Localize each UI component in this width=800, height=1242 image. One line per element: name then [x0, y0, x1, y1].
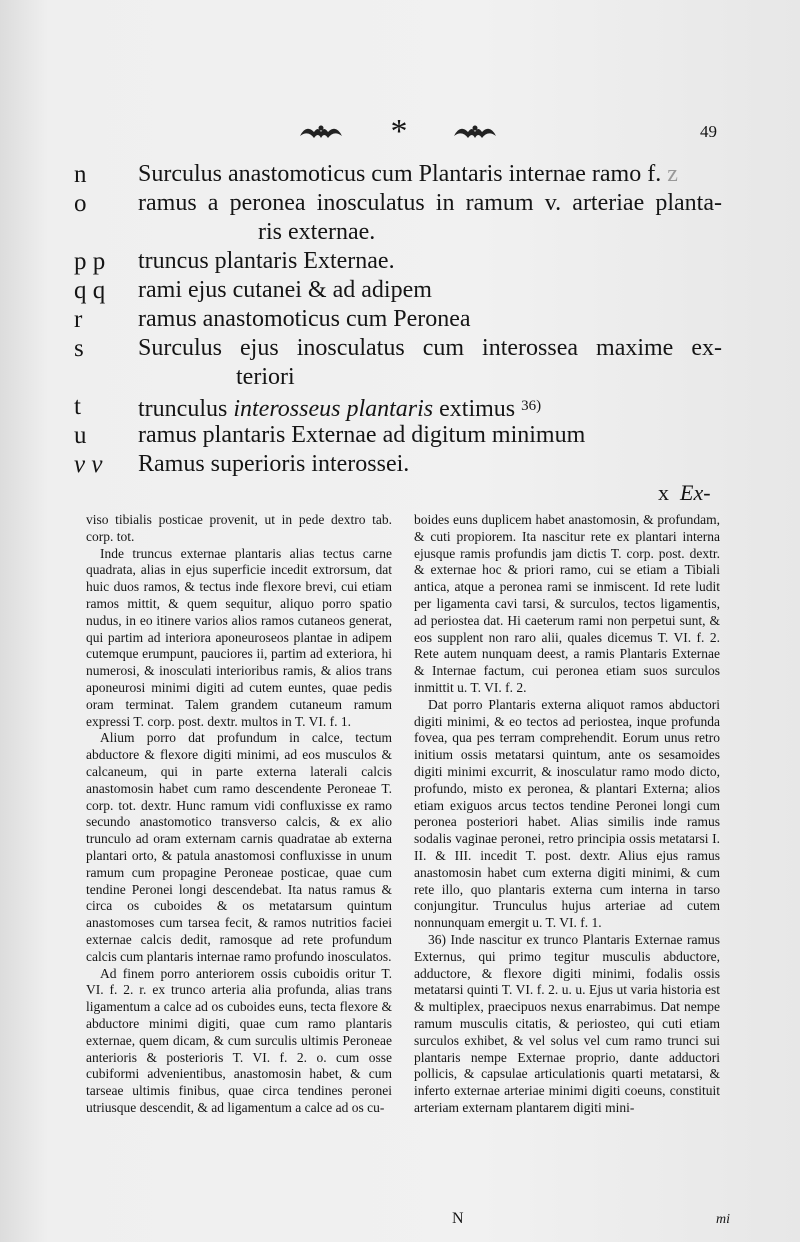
text-column-right — [414, 512, 720, 1117]
legend-row-o — [0, 189, 800, 218]
legend-text: Surculus ejus inosculatus cum interossea maxime ex- — [138, 335, 722, 361]
footnote-ref: 36) — [521, 398, 542, 414]
figure-legend — [0, 160, 800, 479]
paragraph: Dat porro Plantaris externa aliquot ramos abductori digiti minimi, & eo tectos ad periostea, inque profunda fovea, qua pes terram comprehendit. Eorum unus retro initium ossis metatarsi quintum, ante os sesamoides digiti minimi excurrit, & inosculatur ramo modo dicto, profundo, misto ex peronea, & plantari Externa; alios etiam exiguos arcus tectos tendine Peronei longi cum peronea posteriori habet. Alias similis inde ramus sodalis vaginae peronei, retro principia ossis metatarsi I. II. & III. incedit T. post. dextr. Alius ejus ramus anastomosin habet cum externa digiti minimi, & cum rete illo, quo plantaris externa cum interna in tarso conjungitur. Trunculus hujus arteriae ad cutem nonnunquam emergit u. T. VI. f. 1. — [414, 696, 720, 931]
legend-row-vv — [0, 450, 800, 479]
legend-text: truncus plantaris Externae. — [138, 248, 395, 274]
legend-key: s — [74, 335, 84, 362]
legend-text: ramus anastomoticus cum Peronea — [138, 306, 471, 332]
paragraph: boides euns duplicem habet anastomosin, & profundam, & cuti propiorem. Ita nascitur rete ex plantari interna ejusque ramis profundis jam dictis T. corp. post. dextr. & externae hoc & priori ramo, cui se etiam a Tibiali antica, atque a peronea rami se inmiscent. Id rete ludit per ligamenta cavi tarsi, & surculos, tectos ligamentis, ad periostea dat. Hi caeterum rami non perpetui sunt, & eos supplent non raro alii, quales dicemus T. VI. f. 2. Rete autem nunquam deest, a ramis Plantaris Externae & Internae factum, cui peronea etiam suos surculos inmittit u. T. VI. f. 2. — [414, 512, 720, 695]
legend-row-n — [0, 160, 800, 189]
catchword-legend: x Ex- — [658, 480, 711, 505]
paragraph: Alium porro dat profundum in calce, tectum abductore & flexore digiti minimi, ad eos musculos & calcaneum, qui in parte externa laterali calcis anastomosin habet cum ramo descendente Peroneae T. corp. tot. dextr. Hunc ramum vidi confluxisse ex ramo secundo anastomotico transverso calcis, & ex alio trunculo ad oram externam carnis quadratae ab externa plantari orto, & patula anastomosi confluxisse in unum ramum cum propagine Peroneae posticae, quae cum tendine Peronei longi descendebat. Ita natus ramus & circa os cuboides & os metatarsum quintum anastomoses cum tarsea fecit, & ramos nutritios faciei externae calcis dedit, ramosque ad rete profundum calcis cum plantaris internae ramo profundo inosculatos. — [86, 730, 392, 964]
fleuron-right-icon — [452, 122, 498, 142]
legend-text: ramus a peronea inosculatus in ramum v. arteriae planta- — [138, 190, 722, 216]
legend-text: rami ejus cutanei & ad adipem — [138, 277, 432, 303]
legend-row-t — [0, 392, 800, 421]
legend-key: n — [74, 161, 87, 188]
legend-key: t — [74, 393, 81, 420]
catchword-footer: mi — [716, 1212, 730, 1227]
legend-key: r — [74, 306, 83, 333]
legend-row-r — [0, 305, 800, 334]
signature-mark: N — [452, 1210, 464, 1227]
page-number: 49 — [700, 122, 717, 141]
legend-text: ramus plantaris Externae ad digitum minimum — [138, 422, 586, 448]
legend-key: p p — [74, 248, 106, 275]
header-star: * — [390, 113, 408, 150]
legend-text-continued: ris externae. — [258, 219, 376, 245]
legend-text-continued: teriori — [236, 364, 295, 390]
paragraph: Ad finem porro anteriorem ossis cuboidis oritur T. VI. f. 2. r. ex trunco arteria alia profunda, alias trans ligamentum a calce ad os cuboides euns, tecta flexore & abductore minimi digiti, quae cum ramo plantaris externae, quem dicam, & cum surculis ultimis Peroneae anterioris & posterioris T. VI. f. 2. o. cum osse cubiformi advenientibus, anastomosin habet, & cum tarseae ultimis finibus, quae circa tendines peronei utriusque descendit, & ad ligamentum a calce ad os cu- — [86, 965, 392, 1115]
legend-text: Surculus anastomoticus cum Plantaris internae ramo f. z — [138, 161, 678, 187]
paragraph: Inde truncus externae plantaris alias tectus carne quadrata, alias in ejus superficie incedit extrorsum, dat huic duos ramos, & tectus inde flexore brevi, cui etiam ramos mittit, & quem sequitur, aliquo porro spatio nudus, in eo itinere varios alios ramos cutaneos generat, qui partim ad interiora aponeuroseos plantae in adipem cutemque erumpunt, pauciores ii, partim ad exteriora, hi numerosi, & inosculati interioribus ramis, & alios trans aponeurosi minimi digiti ad cutem euntes, quae pedis oram terminat. Talem grandem cutaneum ramum expressi T. corp. post. dextr. multos in T. VI. f. 1. — [86, 545, 392, 729]
legend-key: o — [74, 190, 87, 217]
legend-text: Ramus superioris interossei. — [138, 451, 410, 477]
legend-key: q q — [74, 277, 106, 304]
legend-row-s-cont — [0, 363, 800, 392]
legend-row-o-cont — [0, 218, 800, 247]
legend-row-u — [0, 421, 800, 450]
legend-row-qq — [0, 276, 800, 305]
legend-text: trunculus interosseus plantaris extimus $^{36)}$ — [138, 396, 542, 422]
paragraph: 36) Inde nascitur ex trunco Plantaris Externae ramus Externus, qui primo tegitur musculis abductore, adductore, & flexore digiti minimi, fodalis ossis metatarsi quinti T. VI. f. 2. u. u. Ejus ut varia historia est & multiplex, praecipuos nexus enarrabimus. Dat nempe ramum musculis citatis, & periosteo, qui cuti etiam surculos exhibet, & vel solus vel cum ramo trunci sui plantaris nempe Externae proprio, dante adductori pollicis, & capsulae articulationis quarti metatarsi, & inferto externae arteriae minimi digiti coeuns, constituit arteriam externam plantarem digiti mini- — [414, 931, 720, 1115]
fleuron-left-icon — [298, 122, 344, 142]
page-header — [0, 113, 800, 152]
legend-row-pp — [0, 247, 800, 276]
text-column-left — [86, 512, 392, 1117]
legend-key: u — [74, 422, 87, 449]
paragraph: viso tibialis posticae provenit, ut in pede dextro tab. corp. tot. — [86, 512, 392, 544]
legend-key: v v — [74, 451, 103, 478]
legend-row-s — [0, 334, 800, 363]
